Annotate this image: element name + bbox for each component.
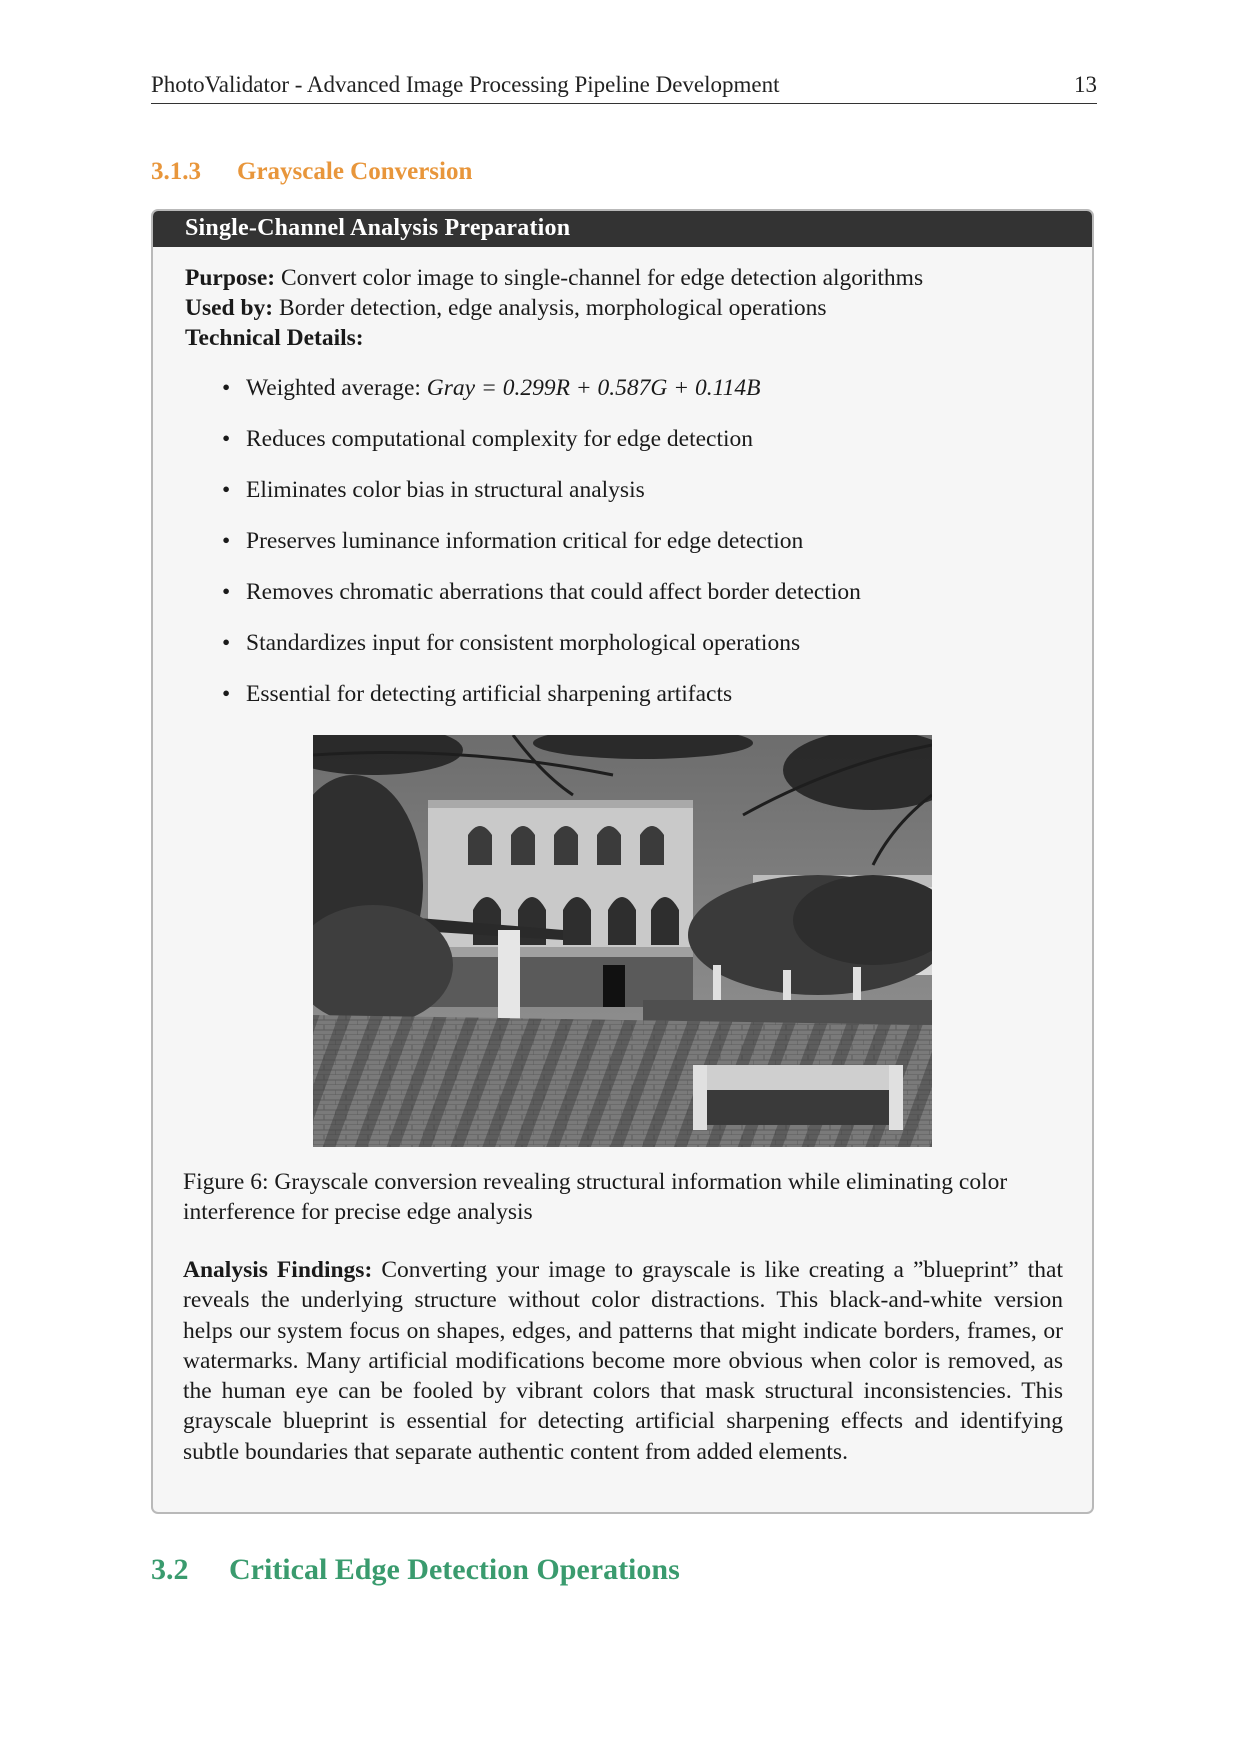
photo-illustration (313, 735, 932, 1147)
section-heading (151, 1553, 680, 1587)
grayscale-building-photo (313, 735, 932, 1147)
purpose-text: Convert color image to single-channel for edge detection algorithms (275, 265, 924, 291)
header-rule (151, 103, 1097, 104)
bullet-icon: • (222, 681, 231, 707)
running-title: PhotoValidator - Advanced Image Processing Pipeline Development (151, 72, 780, 97)
technical-details-line (185, 323, 1065, 353)
technical-label: Technical Details: (185, 325, 364, 351)
list-item: • Essential for detecting artificial sharpening artifacts (222, 681, 733, 707)
bullet-icon: • (222, 630, 231, 656)
used-by-label: Used by: (185, 295, 274, 321)
bullet-icon: • (222, 477, 231, 503)
list-item: • Reduces computational complexity for edge detection (222, 426, 754, 452)
running-header (151, 72, 1097, 98)
list-item: • Standardizes input for consistent morphological operations (222, 630, 801, 656)
used-by-line (185, 293, 1065, 323)
findings-label: Analysis Findings: (183, 1257, 373, 1283)
list-item: • Removes chromatic aberrations that could affect border detection (222, 579, 861, 605)
figure-caption: Figure 6: Grayscale conversion revealing structural information while eliminating color interference for precise edge analysis (183, 1169, 1008, 1225)
subsection-heading (151, 158, 472, 186)
bullet-icon: • (222, 528, 231, 554)
list-item: • Weighted average: Gray = 0.299R + 0.587G + 0.114B (222, 375, 761, 401)
list-item: • Eliminates color bias in structural analysis (222, 477, 645, 503)
formula: Gray = 0.299R + 0.587G + 0.114B (426, 375, 761, 401)
purpose-label: Purpose: (185, 265, 276, 291)
details-list (185, 373, 1065, 709)
bullet-icon: • (222, 426, 231, 452)
subsection-number: 3.1.3 (151, 158, 201, 185)
section-number: 3.2 (151, 1553, 189, 1586)
subsection-title: Grayscale Conversion (237, 158, 473, 185)
page-number: 13 (1074, 72, 1097, 97)
analysis-findings (183, 1255, 1063, 1467)
used-by-text: Border detection, edge analysis, morphological operations (273, 295, 827, 321)
box-body (185, 263, 1065, 730)
bullet-icon: • (222, 579, 231, 605)
purpose-line (185, 263, 1065, 293)
findings-text: Converting your image to grayscale is like creating a ”blueprint” that reveals the underlying structure without color distractions. This black-and-white version helps our system focus on shapes, edges, and patterns that might indicate borders, frames, or watermarks. Many artificial modifications become more obvious when color is removed, as the human eye can be fooled by vibrant colors that mask structural inconsistencies. This grayscale blueprint is essential for detecting artificial sharpening effects and identifying subtle boundaries that separate authentic content from added elements. (183, 1257, 1063, 1465)
box-title: Single-Channel Analysis Preparation (153, 211, 1092, 247)
list-item: • Preserves luminance information critical for edge detection (222, 528, 804, 554)
bullet-icon: • (222, 375, 231, 401)
section-title: Critical Edge Detection Operations (229, 1553, 680, 1586)
